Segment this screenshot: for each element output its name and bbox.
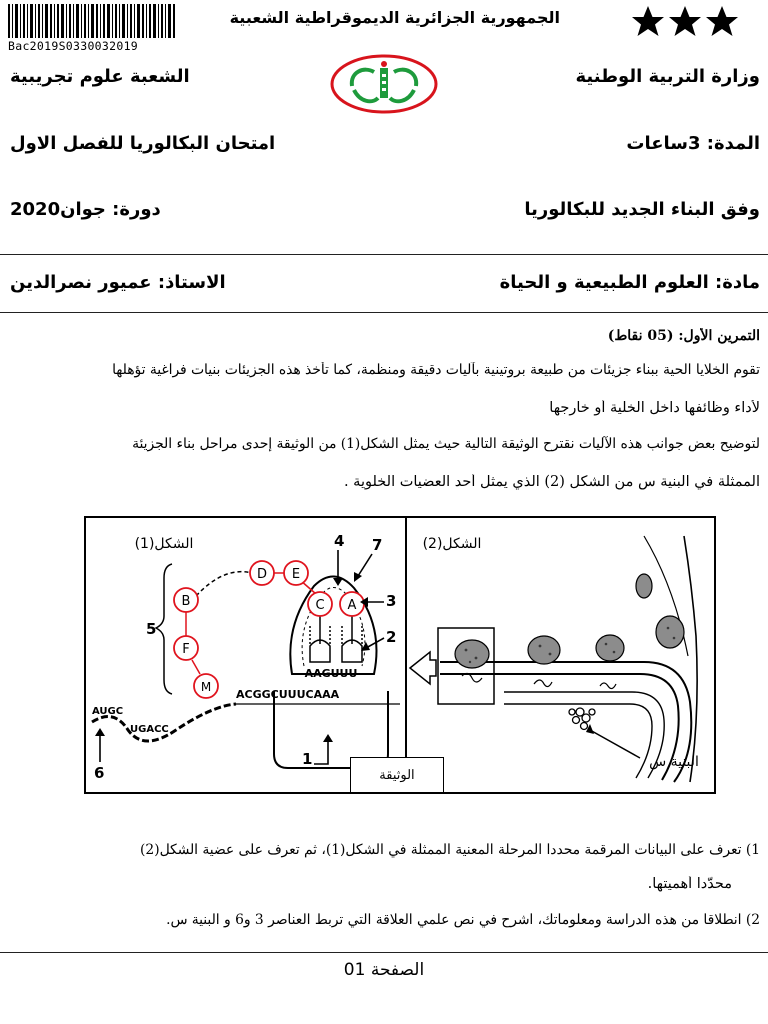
framework-label: وفق البناء الجديد للبكالوريا [524, 199, 760, 220]
svg-text:M: M [200, 680, 212, 694]
subject-divider [0, 312, 768, 313]
question-1-line-1: 1) تعرف على البيانات المرقمة محددا المرحلة المعنية الممثلة في الشكل(1)، ثم تعرف على عضية الشكل(2) [140, 842, 760, 858]
intro-line-4: الممثلة في البنية س من الشكل (2) الذي يمثل أحد العضيات الخلوية . [343, 474, 760, 490]
session-label: دورة: جوان2020 [10, 199, 161, 220]
amino-acid-m [194, 674, 218, 698]
exam-title: امتحان البكالوريا للفصل الاول [10, 133, 276, 154]
duration-label: المدة: 3ساعات [626, 133, 760, 154]
label-6: 6 [94, 764, 105, 782]
barcode [8, 4, 176, 38]
label-4: 4 [334, 532, 345, 550]
intro-line-2: لأداء وظائفها داخل الخلية أو خارجها [549, 400, 760, 416]
ministry-logo-icon [330, 54, 438, 114]
footer-divider [0, 952, 768, 953]
branch-label: الشعبة علوم تجريبية [10, 66, 190, 87]
svg-text:A: A [347, 598, 357, 613]
amino-acid-f [174, 636, 198, 660]
amino-acid-d [250, 561, 274, 585]
amino-acid-a [340, 592, 364, 616]
republic-title: الجمهورية الجزائرية الديموقراطية الشعبية [229, 8, 560, 27]
header-divider [0, 254, 768, 255]
svg-text:D: D [256, 567, 268, 582]
svg-text:E: E [291, 567, 301, 582]
svg-text:C: C [315, 598, 325, 613]
fig1-label: الشكل(1) [134, 536, 194, 552]
mrna-codons-left-2: UGACC [130, 724, 169, 735]
teacher-label: الاستاذ: عميور نصرالدين [10, 272, 226, 293]
document-caption: الوثيقة [350, 757, 444, 793]
mrna-codons-left-1: AUGC [92, 706, 124, 717]
amino-acid-e [284, 561, 308, 585]
label-3: 3 [386, 592, 397, 610]
structure-s-label: البنية س [649, 754, 699, 770]
ministry-title: وزارة التربية الوطنية [575, 66, 760, 87]
label-5: 5 [146, 620, 157, 638]
amino-acid-b [174, 588, 198, 612]
page-number: الصفحة 01 [343, 960, 425, 980]
svg-text:F: F [182, 642, 190, 657]
intro-line-1: تقوم الخلايا الحية ببناء جزيئات من طبيعة بروتينية بآليات دقيقة ومنظمة، كما تأخذ هذه الجزيئات بنيات فراغية تؤهلها [112, 362, 760, 378]
anticodons: AAGUUU [304, 667, 358, 680]
question-2: 2) انطلاقا من هذه الدراسة ومعلوماتك، اشرح في نص علمي العلاقة التي تربط العناصر 3 و6 و البنية س. [166, 912, 760, 928]
label-2: 2 [386, 628, 397, 646]
label-7: 7 [372, 536, 383, 554]
fig2-label: الشكل(2) [422, 536, 482, 552]
stars-icon [630, 4, 740, 40]
label-1: 1 [302, 750, 313, 768]
barcode-number: Bac2019S0330032019 [8, 39, 139, 53]
intro-line-3: لتوضيح بعض جوانب هذه الآليات نقترح الوثيقة التالية حيث يمثل الشكل(1) من الوثيقة إحدى مراحل بناء الجزيئة [132, 436, 760, 452]
subject-label: مادة: العلوم الطبيعية و الحياة [499, 272, 760, 293]
amino-acid-c [308, 592, 332, 616]
question-1-line-2: محدّدا أهميتها. [647, 876, 732, 892]
exercise-title: التمرين الأول: (05 نقاط) [607, 328, 760, 344]
svg-text:B: B [181, 594, 191, 609]
document-figure [84, 516, 716, 794]
mrna-codons-right: ACGGCUUUCAAA [236, 688, 340, 701]
